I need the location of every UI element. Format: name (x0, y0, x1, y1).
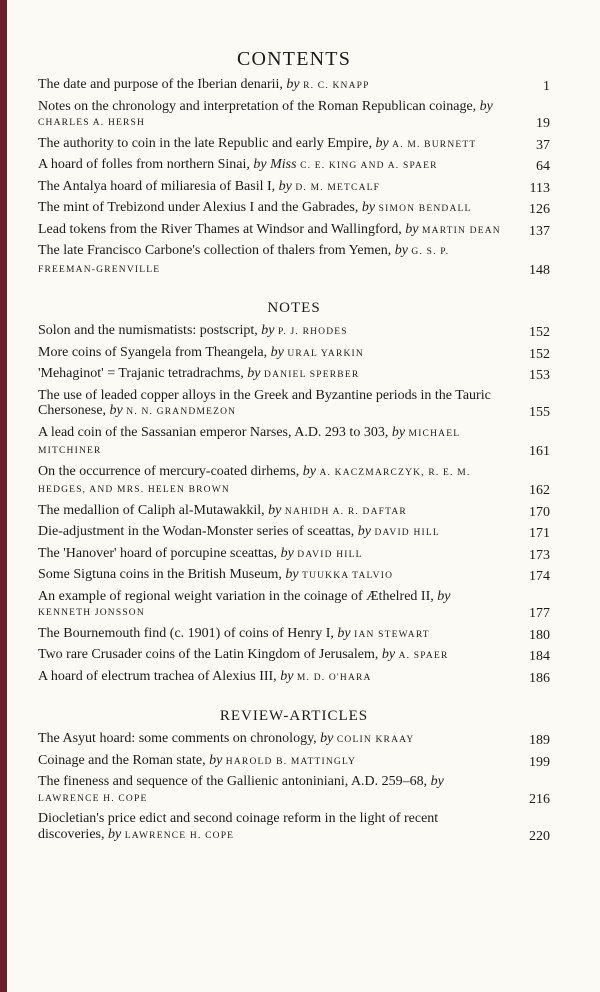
entry-page-number: 199 (529, 754, 550, 770)
review-articles-heading: REVIEW-ARTICLES (219, 708, 369, 724)
entry-author: DAVID HILL (297, 549, 363, 560)
entry-by: by (280, 545, 294, 561)
entry-page-number: 126 (529, 202, 550, 217)
notes-heading: NOTES (267, 300, 321, 316)
entry-author: LAWRENCE H. COPE (38, 793, 148, 804)
entry-title: The 'Hanover' hoard of porcupine sceattas, (38, 545, 278, 561)
entry-title: An example of regional weight variation in the coinage of Æthelred II, (38, 588, 434, 604)
entry-title: The authority to coin in the late Republic and early Empire, (38, 135, 372, 151)
entry-author: TUUKKA TALVIO (302, 571, 394, 581)
entry-author: NAHIDH A. R. DAFTAR (284, 506, 407, 517)
toc-entry (38, 77, 550, 95)
toc-entry (38, 589, 550, 622)
entry-by: by (391, 424, 406, 440)
entry-author: P. J. RHODES (277, 327, 348, 337)
toc-entry (38, 731, 550, 749)
toc-entry (38, 753, 550, 771)
entry-by: by (361, 200, 376, 215)
toc-entry (38, 388, 550, 421)
entry-title: 'Mehaginot' = Trajanic tetradrachms, (38, 366, 244, 381)
entry-title: Die-adjustment in the Wodan-Monster series of sceattas, (38, 524, 355, 539)
entry-by: by (280, 668, 294, 684)
review-articles-section (38, 708, 550, 844)
entry-author: HAROLD B. MATTINGLY (225, 756, 357, 767)
entry-by: by (270, 344, 284, 360)
entry-title: Notes on the chronology and interpretation of the Roman Republican coinage, (38, 98, 477, 114)
entry-page-number: 189 (529, 733, 550, 748)
entry-by: by (261, 323, 275, 338)
entry-author: LAWRENCE H. COPE (124, 830, 235, 841)
entry-page-number: 186 (529, 670, 550, 686)
toc-entry (38, 567, 550, 585)
entry-page-number: 64 (536, 159, 550, 174)
entry-title: The medallion of Caliph al-Mutawakkil, (38, 502, 265, 518)
entry-title: Some Sigtuna coins in the British Museum, (38, 567, 282, 582)
toc-entry (38, 546, 550, 564)
entry-by: by (479, 98, 493, 114)
review-articles-entries (38, 731, 550, 844)
entry-author: D. M. METCALF (295, 182, 381, 193)
toc-entry (38, 524, 550, 542)
entry-author: KENNETH JONSSON (38, 608, 145, 618)
entry-page-number: 171 (529, 526, 550, 541)
entry-by: by (357, 524, 371, 539)
entry-title: On the occurrence of mercury-coated dirhems, (38, 463, 300, 479)
entry-title: The date and purpose of the Iberian denarii, (38, 77, 283, 92)
notes-section (38, 300, 550, 686)
entry-title: The fineness and sequence of the Gallienic antoniniani, A.D. 259–68, (38, 774, 428, 789)
entry-by: by (278, 178, 292, 194)
entry-by: by (430, 774, 444, 789)
entry-page-number: 161 (529, 444, 550, 459)
entry-author: N. N. GRANDMEZON (126, 407, 237, 417)
entry-page-number: 173 (529, 547, 550, 563)
toc-entry (38, 243, 550, 278)
contents-section (38, 48, 550, 278)
entry-by: by (437, 588, 451, 604)
entry-title: A lead coin of the Sassanian emperor Narses, A.D. 293 to 303, (38, 424, 389, 440)
toc-entry (38, 99, 550, 132)
toc-entry (38, 669, 550, 687)
entry-author: A. SPAER (398, 651, 449, 661)
entry-page-number: 152 (529, 346, 550, 362)
entry-by: by (320, 731, 334, 746)
entry-by: by (109, 403, 123, 418)
entry-by: by (302, 463, 316, 479)
entry-title: Lead tokens from the River Thames at Windsor and Wallingford, (38, 221, 402, 237)
entry-page-number: 19 (536, 116, 550, 131)
entry-author: C. E. KING AND A. SPAER (300, 161, 438, 171)
entry-title: The late Francisco Carbone's collection of thalers from Yemen, (38, 243, 392, 258)
entry-page-number: 177 (529, 606, 550, 621)
toc-entry (38, 647, 550, 665)
entry-title: A hoard of electrum trachea of Alexius III, (38, 668, 277, 684)
entry-author: R. C. KNAPP (303, 81, 370, 91)
toc-entry (38, 136, 550, 154)
entry-title: Coinage and the Roman state, (38, 752, 206, 768)
entry-by: by (247, 366, 261, 381)
entry-author: G. S. P. FREEMAN-GRENVILLE (38, 247, 450, 275)
toc-entry (38, 366, 550, 384)
toc-entry (38, 179, 550, 197)
entry-author: URAL YARKIN (287, 348, 364, 359)
toc-entry (38, 626, 550, 644)
entry-by: by (268, 502, 282, 518)
entry-page-number: 37 (536, 137, 550, 153)
entry-page-number: 153 (529, 368, 550, 383)
entry-page-number: 184 (529, 649, 550, 664)
entry-title: The Asyut hoard: some comments on chronology, (38, 731, 317, 746)
entry-author: CHARLES A. HERSH (38, 118, 146, 128)
toc-entry (38, 774, 550, 807)
toc-entry (38, 345, 550, 363)
entry-by: by (375, 135, 389, 151)
toc-entry (38, 425, 550, 460)
entry-author: A. M. BURNETT (392, 139, 477, 150)
entry-page-number: 152 (529, 325, 550, 340)
entry-title: A hoard of folles from northern Sinai, (38, 157, 250, 172)
entry-page-number: 174 (529, 569, 550, 584)
entry-by: by (405, 221, 419, 237)
entry-by: by (209, 752, 223, 768)
entry-page-number: 137 (529, 223, 550, 239)
entry-author: COLIN KRAAY (336, 735, 415, 745)
entry-title: The mint of Trebizond under Alexius I and the Gabrades, (38, 200, 359, 215)
toc-entry (38, 811, 550, 844)
entry-page-number: 162 (529, 483, 550, 498)
entry-author: SIMON BENDALL (378, 204, 472, 214)
toc-entry (38, 157, 550, 175)
entry-title: Diocletian's price edict and second coinage reform in the light of recent discoveries, (38, 811, 439, 842)
entry-by: by (285, 567, 299, 582)
entry-by: by (337, 625, 351, 641)
entry-title: Two rare Crusader coins of the Latin Kingdom of Jerusalem, (38, 647, 379, 662)
entry-page-number: 180 (529, 627, 550, 643)
entry-page-number: 1 (543, 79, 550, 94)
toc-entry (38, 200, 550, 218)
entry-author: DANIEL SPERBER (264, 370, 360, 380)
entry-author: M. D. O'HARA (296, 672, 372, 683)
page-edge-border (0, 0, 7, 992)
entry-by: by (107, 826, 122, 842)
entry-by: by (381, 647, 396, 662)
table-of-contents (38, 48, 550, 848)
entry-by: by Miss (253, 157, 297, 172)
toc-entry (38, 503, 550, 521)
entry-title: The Antalya hoard of miliaresia of Basil I, (38, 178, 276, 194)
entry-author: IAN STEWART (354, 629, 430, 640)
entry-by: by (286, 77, 300, 92)
entry-page-number: 170 (529, 504, 550, 520)
contents-heading: CONTENTS (236, 48, 352, 70)
entry-title: The Bournemouth find (c. 1901) of coins of Henry I, (38, 625, 334, 641)
entry-page-number: 220 (529, 828, 550, 844)
entry-title: More coins of Syangela from Theangela, (38, 344, 268, 360)
entry-author: A. KACZMARCZYK, R. E. M. HEDGES, AND MRS. HELEN BROWN (38, 467, 471, 495)
toc-entry (38, 464, 550, 499)
toc-entry (38, 222, 550, 240)
entry-by: by (394, 243, 408, 258)
entry-page-number: 148 (529, 262, 550, 278)
entry-page-number: 155 (529, 405, 550, 420)
notes-entries (38, 323, 550, 686)
entry-author: DAVID HILL (374, 528, 440, 538)
entry-page-number: 113 (529, 180, 550, 196)
contents-entries (38, 77, 550, 278)
entry-title: Solon and the numismatists: postscript, (38, 323, 258, 338)
toc-entry (38, 323, 550, 341)
entry-page-number: 216 (529, 791, 550, 807)
entry-author: MICHAEL MITCHINER (38, 428, 460, 456)
entry-author: MARTIN DEAN (422, 225, 501, 236)
entry-title: The use of leaded copper alloys in the Greek and Byzantine periods in the Tauric Chersonese, (38, 387, 491, 418)
